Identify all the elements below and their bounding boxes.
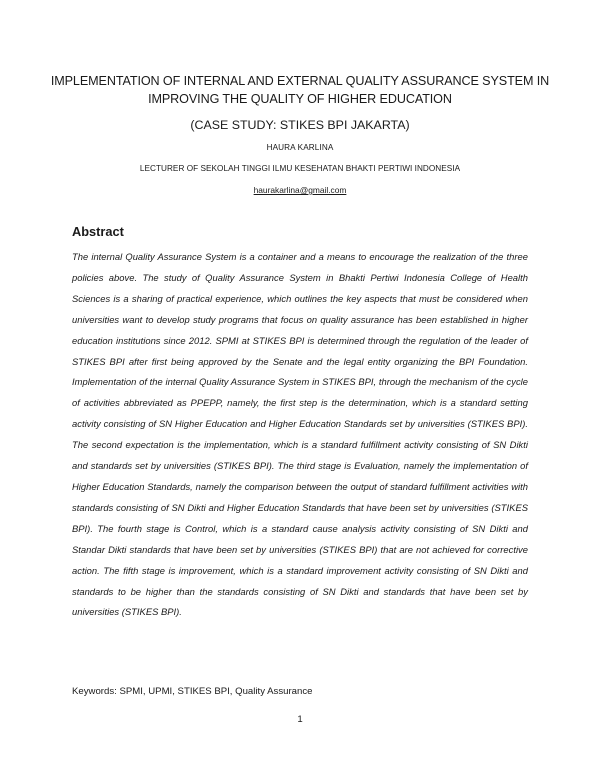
author-email-line bbox=[50, 183, 550, 197]
abstract-body: The internal Quality Assurance System is a container and a means to encourage the realization of the three policies above. The study of Quality Assurance System in Bhakti Pertiwi Indonesia College of Health Sciences is a sharing of practical experience, which outlines the key aspects that must be considered when universities want to develop study programs that focus on quality assurance has been established in higher education institutions since 2012. SPMI at STIKES BPI is determined through the regulation of the leader of STIKES BPI after first being approved by the Senate and the legal entity organizing the BPI Foundation. Implementation of the internal Quality Assurance System in STIKES BPI, through the mechanism of the cycle of activities abbreviated as PPEPP, namely, the first step is the determination, which is a standard setting activity consisting of SN Higher Education and Higher Education Standards set by universities (STIKES BPI). The second expectation is the implementation, which is a standard fulfillment activity consisting of SN Dikti and standards set by universities (STIKES BPI). The third stage is Evaluation, namely the implementation of Higher Education Standards, namely the comparison between the output of standard fulfillment activities with standards consisting of SN Dikti and Higher Education Standards that have been set by universities (STIKES BPI). The fourth stage is Control, which is a standard cause analysis activity consisting of SN Dikti and Standar Dikti standards that have been set by universities (STIKES BPI) that are not achieved for corrective action. The fifth stage is improvement, which is a standard improvement activity consisting of SN Dikti and standards to be higher than the standards consisting of SN Dikti and standards that have been set by universities (STIKES BPI). bbox=[72, 251, 528, 618]
page-number: 1 bbox=[297, 714, 303, 725]
author-affiliation: LECTURER OF SEKOLAH TINGGI ILMU KESEHATAN BHAKTI PERTIWI INDONESIA bbox=[139, 164, 461, 173]
author-email-link[interactable]: haurakarlina@gmail.com bbox=[253, 185, 347, 195]
paper-title-line-1: IMPLEMENTATION OF INTERNAL AND EXTERNAL QUALITY ASSURANCE SYSTEM IN bbox=[50, 74, 550, 88]
paper-subtitle: (CASE STUDY: STIKES BPI JAKARTA) bbox=[190, 118, 410, 132]
author-name: HAURA KARLINA bbox=[266, 143, 334, 152]
paper-title-line-2: IMPROVING THE QUALITY OF HIGHER EDUCATION bbox=[148, 92, 452, 106]
abstract-heading: Abstract bbox=[72, 224, 124, 239]
keywords-line: Keywords: SPMI, UPMI, STIKES BPI, Quality Assurance bbox=[72, 686, 313, 697]
